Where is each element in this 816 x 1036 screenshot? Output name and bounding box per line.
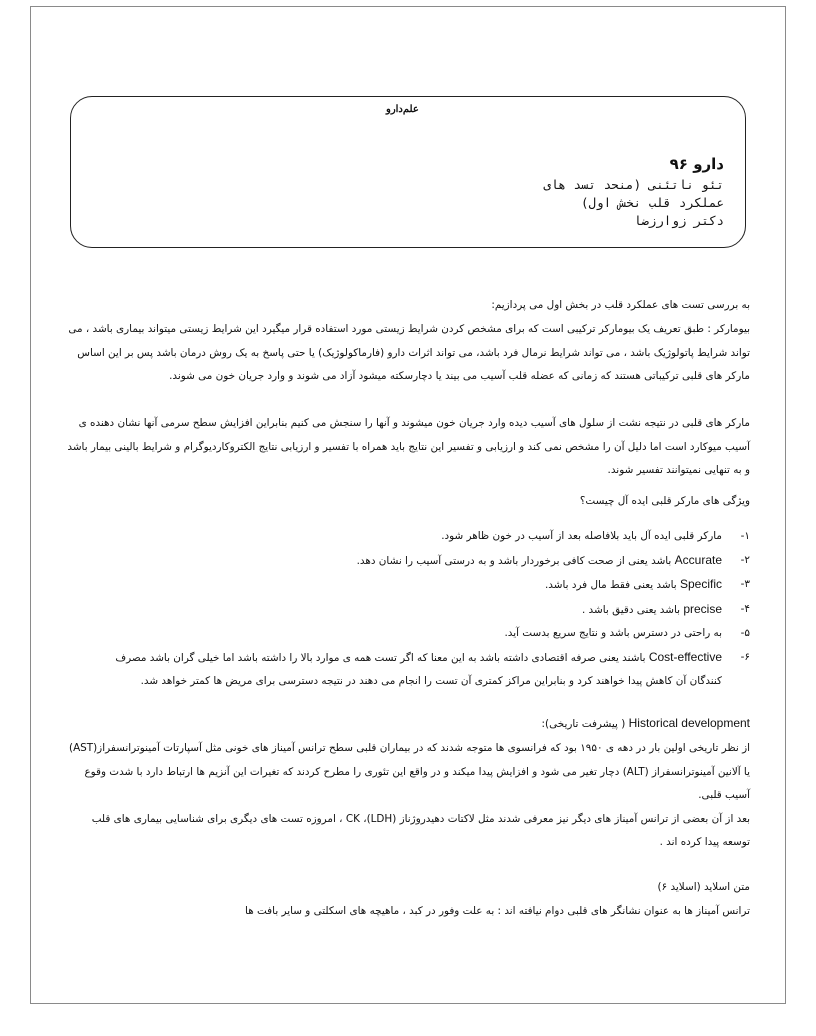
text-line: و به تنهایی نمیتوانند تفسیر شوند. (607, 464, 750, 476)
list-number: ۴- (740, 602, 750, 615)
list-text: باشد یعنی از صحت کافی برخوردار باشد و به درستی آسیب را نشان دهد. (356, 554, 672, 567)
list-number: ۵- (740, 627, 750, 639)
list-item-continuation (60, 670, 750, 694)
biomarker-paragraph-1 (48, 318, 750, 389)
list-number: ۱- (740, 530, 750, 542)
list-number: ۲- (740, 553, 750, 566)
features-heading-block (48, 490, 750, 514)
list-item (60, 573, 750, 598)
list-item (60, 598, 750, 623)
list-term: Cost-effective (648, 649, 722, 664)
header-line: تئو ناتئنی (منحد تسد های (543, 177, 724, 192)
slide-heading: متن اسلاید (اسلاید ۶) (657, 881, 750, 893)
history-heading-block (48, 712, 750, 737)
history-paragraph (48, 737, 750, 855)
slide-block (48, 876, 750, 923)
biomarker-paragraph-2 (48, 412, 750, 483)
list-item (60, 525, 750, 549)
text-line: از نظر تاریخی اولین بار در دهه ی ۱۹۵۰ بود که فرانسوی ها متوجه شدند که در بیماران قلبی سطح ترانس آمیناز های خونی مثل آسپارتات آمینوترانسفراز(AST) (69, 742, 750, 754)
intro-paragraph (48, 294, 750, 318)
course-title: دارو ۹۶ (669, 155, 724, 173)
intro-text: به بررسی تست های عملکرد قلب در بخش اول می پردازیم: (491, 299, 750, 311)
text-line: توسعه پیدا کرده اند . (659, 836, 750, 848)
text-line: مارکر های قلبی ترکیباتی هستند که زمانی که عضله قلب آسیب می بیند یا دچارسکته میشود آزاد می شوند و وارد جریان خون می شوند. (169, 370, 750, 382)
list-item (60, 622, 750, 646)
list-text: کنندگان آن کاهش پیدا خواهند کرد و بنابراین مراکز کمتری آن تست را انجام می دهند در نتیجه دسترسی برای مریض ها کمتر خواهد شد. (140, 675, 722, 687)
list-item (60, 549, 750, 574)
list-text: باشد یعنی دقیق باشد . (581, 603, 680, 616)
text-line: بیومارکر : طبق تعریف یک بیومارکر ترکیبی است که برای مشخص کردن شرایط زیستی مورد استفاده قرار میگیرد این شرایط زیستی میتواند بیماری باشد ، می (68, 323, 750, 335)
text-line: آسیب میوکارد است اما دلیل آن را مشخص نمی کند و ارزیابی و تفسیر این نتایج باید همراه با تفسیر و ارزیابی نتایج الکتروکاردیوگرام و شرایط بالینی بیمار باشد (67, 440, 750, 453)
features-heading: ویژگی های مارکر قلبی ایده آل چیست؟ (579, 495, 750, 507)
slide-text: ترانس آمیناز ها به عنوان نشانگر های قلبی دوام نیافته اند : به علت وفور در کبد ، ماهیچه های اسکلتی و سایر بافت ها (245, 904, 750, 917)
list-term: Specific (679, 577, 722, 591)
list-text: باشد یعنی فقط مال فرد باشد. (545, 579, 677, 591)
features-list (60, 525, 750, 694)
text-line: بعد از آن بعضی از ترانس آمیناز های دیگر نیز معرفی شدند مثل لاکتات دهیدروژناز (LDH)، CK ، امروزه تست های دیگری برای شناسایی بیماری های قلب (91, 812, 750, 825)
header-line: دکتر زوارزضا (633, 213, 724, 228)
list-number: ۳- (740, 578, 750, 590)
header-line: عملکرد قلب نخش اول) (581, 195, 724, 210)
list-number: ۶- (740, 650, 750, 663)
text-line: آسیب قلبی. (698, 789, 750, 801)
history-heading-latin: Historical development (628, 716, 750, 730)
text-line: تواند شرایط پاتولوژیک باشد ، می تواند شرایط نرمال فرد باشد، می تواند اثرات دارو (فارماکولوژیک) یا حتی پاسخ به یک روش درمان باشد پس بر این اساس (77, 346, 750, 359)
list-item (60, 646, 750, 671)
header-text (543, 152, 724, 230)
history-heading (48, 712, 750, 737)
list-term: precise (683, 601, 722, 616)
list-text: به راحتی در دسترس باشد و نتایج سریع بدست آید. (504, 627, 722, 639)
list-text: باشند یعنی صرفه اقتصادی داشته باشد به این معنا که اگر تست همه ی موارد بالا را داشته باشد اما خیلی گران باشد مصرف (115, 651, 646, 664)
history-heading-fa: ( پیشرفت تاریخی): (541, 718, 626, 730)
text-line: یا آلانین آمینوترانسفراز (ALT) دچار تغیر می شود و افزایش پیدا میکند و در واقع این تئوری را مطرح کردند که تغیرات این آنزیم ها ارتباط دارد با شدت وقوع (84, 765, 750, 778)
logo: علم‌دارو (386, 104, 419, 115)
list-text: مارکر قلبی ایده آل باید بلافاصله بعد از آسیب در خون ظاهر شود. (441, 530, 722, 542)
text-line: مارکر های قلبی در نتیجه نشت از سلول های آسیب دیده وارد جریان خون میشوند و آنها را سنجش می کنیم بنابراین افزایش سطح سرمی آنها نشان دهنده ی (78, 417, 750, 429)
list-term: Accurate (674, 552, 722, 567)
